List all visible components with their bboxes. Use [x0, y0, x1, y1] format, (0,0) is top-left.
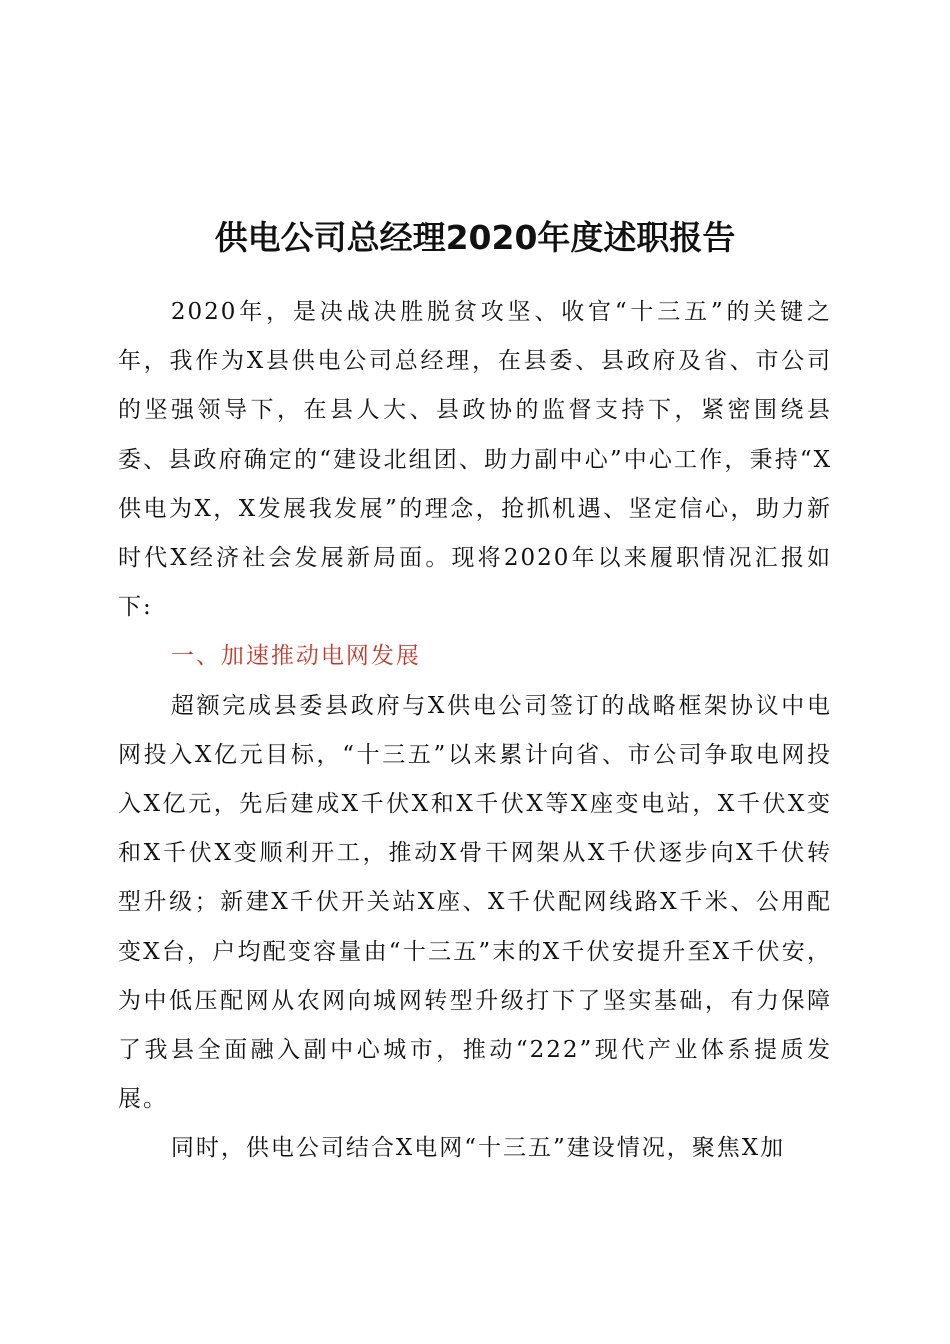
document-body: [118, 288, 832, 1174]
section-1-paragraph-2: 同时，供电公司结合X电网“十三五”建设情况，聚焦X加: [170, 1135, 786, 1162]
section-heading-1: 一、加速推动电网发展: [170, 643, 421, 670]
section-1-paragraph-1: 超额完成县委县政府与X供电公司签订的战略框架协议中电网投入X亿元目标，“十三五”以来累计向省、市公司争取电网投入X亿元，先后建成X千伏X和X千伏X等X座变电站，X千伏X变和X千伏X变顺利开工，推动X骨干网架从X千伏逐步向X千伏转型升级；新建X千伏开关站X座、X千伏配网线路X千米、公用配变X台，户均配变容量由“十三五”末的X千伏安提升至X千伏安，为中低压配网从农网向城网转型升级打下了坚实基础，有力保障了我县全面融入副中心城市，推动“222”现代产业体系提质发展。: [118, 692, 832, 1113]
document-title: 供电公司总经理2020年度述职报告: [214, 218, 736, 257]
intro-paragraph: 2020年，是决战决胜脱贫攻坚、收官“十三五”的关键之年，我作为X县供电公司总经理，在县委、县政府及省、市公司的坚强领导下，在县人大、县政协的监督支持下，紧密围绕县委、县政府确定的“建设北组团、助力副中心”中心工作，秉持“X供电为X，X发展我发展”的理念，抢抓机遇、坚定信心，助力新时代X经济社会发展新局面。现将2020年以来履职情况汇报如下:: [118, 299, 832, 621]
